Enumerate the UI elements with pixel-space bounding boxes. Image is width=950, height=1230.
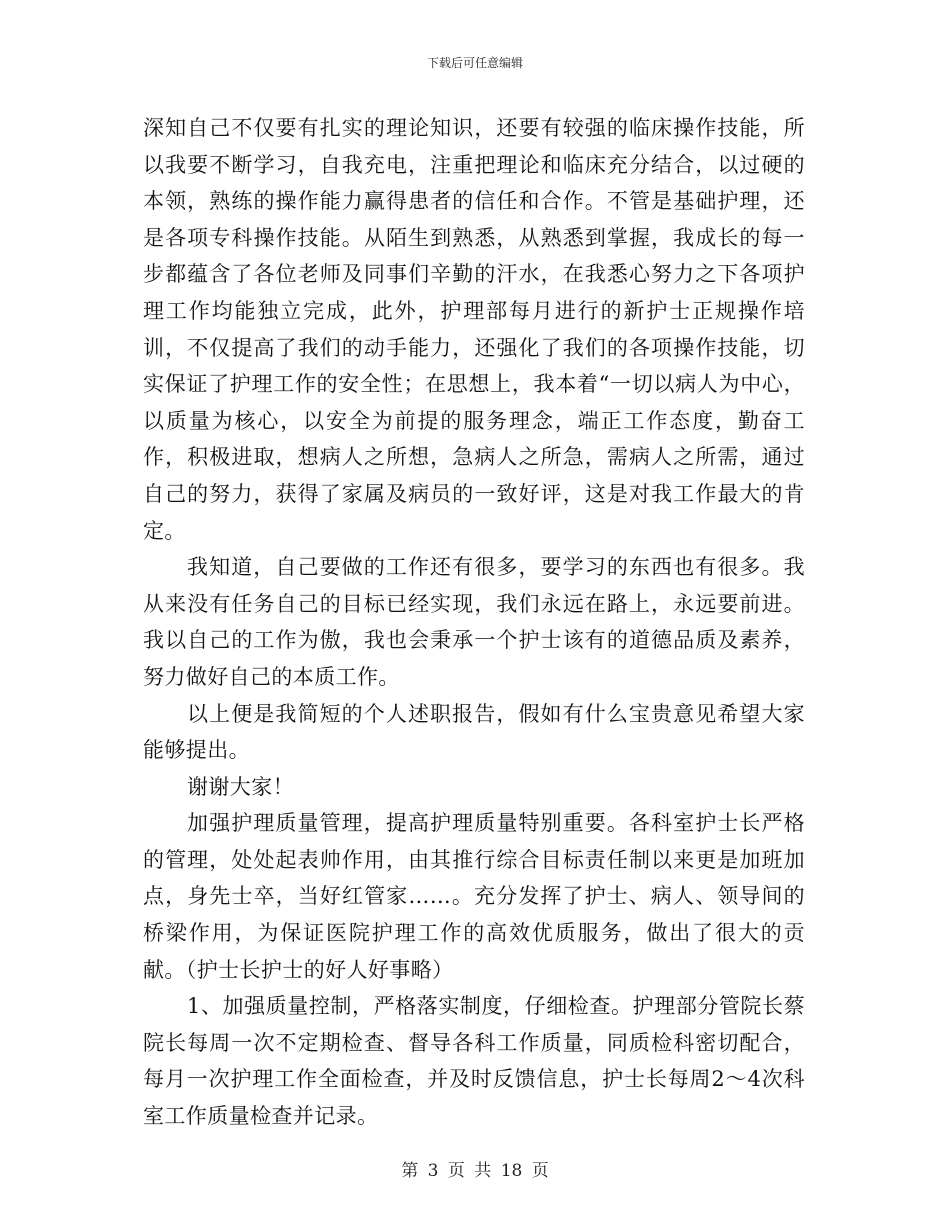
page-header: 下载后可任意编辑	[426, 56, 523, 70]
paragraph-5: 加强护理质量管理，提高护理质量特别重要。各科室护士长严格的管理，处处起表帅作用，由其推行综合目标责任制以来更是加班加点，身先士卒，当好红管家……。充分发挥了护士、病人、领导间的桥梁作用，为保证医院护理工作的高效优质服务，做出了很大的贡献。（护士长护士的好人好事略）	[143, 811, 805, 982]
document-body	[143, 110, 805, 1135]
paragraph-6: 1、加强质量控制，严格落实制度，仔细检查。护理部分管院长蔡院长每周一次不定期检查、督导各科工作质量，同质检科密切配合，每月一次护理工作全面检查，并及时反馈信息，护士长每周2～4次科室工作质量检查并记录。	[143, 994, 805, 1129]
paragraph-3: 以上便是我简短的个人述职报告，假如有什么宝贵意见希望大家能够提出。	[143, 701, 805, 763]
paragraph-4: 谢谢大家！	[187, 774, 294, 799]
paragraph-1: 深知自己不仅要有扎实的理论知识，还要有较强的临床操作技能，所以我要不断学习，自我充电，注重把理论和临床充分结合，以过硬的本领，熟练的操作能力赢得患者的信任和合作。不管是基础护理，还是各项专科操作技能。从陌生到熟悉，从熟悉到掌握，我成长的每一步都蕴含了各位老师及同事们辛勤的汗水，在我悉心努力之下各项护理工作均能独立完成，此外，护理部每月进行的新护士正规操作培训，不仅提高了我们的动手能力，还强化了我们的各项操作技能，切实保证了护理工作的安全性；在思想上，我本着“一切以病人为中心，以质量为核心，以安全为前提的服务理念，端正工作态度，勤奋工作，积极进取，想病人之所想，急病人之所急，需病人之所需，通过自己的努力，获得了家属及病员的一致好评，这是对我工作最大的肯定。	[143, 116, 805, 543]
page-footer: 第 3 页 共 18 页	[401, 1161, 549, 1181]
paragraph-2: 我知道，自己要做的工作还有很多，要学习的东西也有很多。我从来没有任务自己的目标已经实现，我们永远在路上，永远要前进。我以自己的工作为傲，我也会秉承一个护士该有的道德品质及素养，努力做好自己的本质工作。	[143, 555, 805, 689]
